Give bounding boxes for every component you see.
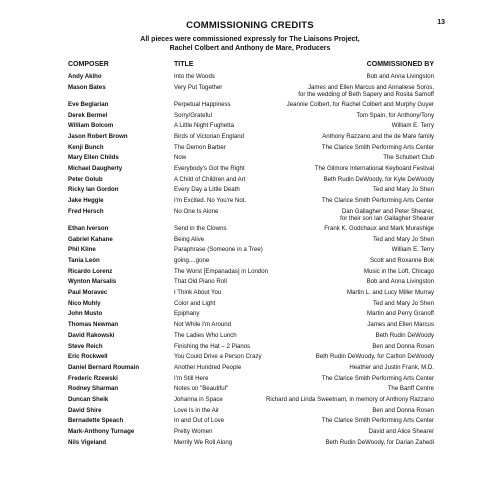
commissioned-by-line: James and Ellen Marcus bbox=[367, 321, 434, 329]
composer-cell: William Bolcom bbox=[68, 122, 114, 130]
commissioned-by-cell bbox=[356, 112, 434, 119]
table-row bbox=[68, 73, 434, 84]
commissioned-by-line: Martin L. and Lucy Miller Murray bbox=[346, 289, 434, 297]
commissioned-by-cell bbox=[349, 364, 434, 371]
title-cell: Another Hundred People bbox=[174, 363, 242, 371]
commissioned-by-cell bbox=[383, 154, 434, 161]
composer-cell: Ricky Ian Gordon bbox=[68, 186, 119, 194]
title-cell: No One Is Alone bbox=[174, 207, 219, 215]
commissioned-by-cell bbox=[347, 289, 434, 296]
commissioned-by-line: Ted and Mary Jo Shen bbox=[373, 186, 434, 194]
credits-table bbox=[68, 61, 434, 449]
table-row bbox=[68, 396, 434, 407]
table-row bbox=[68, 321, 434, 332]
commissioned-by-cell bbox=[372, 407, 434, 414]
table-row bbox=[68, 300, 434, 311]
composer-cell: Steve Reich bbox=[68, 342, 103, 350]
table-row bbox=[68, 165, 434, 176]
composer-cell: Mark-Anthony Turnage bbox=[68, 428, 135, 435]
commissioned-by-cell bbox=[373, 300, 434, 307]
table-row bbox=[68, 417, 434, 428]
composer-cell: Tania León bbox=[68, 257, 100, 264]
title-cell: Now bbox=[174, 154, 187, 162]
commissioned-by-line: Music in the Loft, Chicago bbox=[363, 267, 434, 275]
commissioned-by-line: Dan Gallagher and Peter Shearer, bbox=[341, 207, 434, 215]
composer-cell: Mary Ellen Childs bbox=[68, 154, 119, 162]
composer-cell: Bernadette Speach bbox=[68, 417, 124, 425]
commissioned-by-line: The Schubert Club bbox=[383, 154, 434, 162]
title-cell: Being Alive bbox=[174, 235, 205, 243]
commissioned-by-line: Ted and Mary Jo Shen bbox=[373, 235, 434, 243]
title-cell: I Think About You bbox=[174, 289, 222, 297]
composer-cell: Fred Hersch bbox=[68, 207, 104, 215]
table-row bbox=[68, 439, 434, 450]
commissioned-by-line: The Gilmore International Keyboard Festival bbox=[314, 165, 434, 172]
commissioned-by-cell bbox=[322, 197, 434, 204]
title-cell: Perpetual Happiness bbox=[174, 100, 231, 108]
commissioned-by-cell bbox=[388, 385, 434, 392]
commissioned-by-cell bbox=[266, 396, 434, 403]
composer-cell: Derek Bermel bbox=[68, 111, 108, 119]
commissioned-by-line: Ted and Mary Jo Shen bbox=[373, 299, 434, 307]
title-cell: The Worst [Empanadas] in London bbox=[174, 267, 269, 275]
commissioned-by-line: Ben and Donna Rosen bbox=[372, 406, 434, 414]
table-row bbox=[68, 289, 434, 300]
composer-cell: David Rakowski bbox=[68, 331, 115, 339]
title-cell: Love Is in the Air bbox=[174, 406, 220, 414]
composer-cell: David Shire bbox=[68, 406, 102, 414]
composer-cell: Eve Beglarian bbox=[68, 100, 109, 108]
title-cell: A Little Night Fughetta bbox=[174, 122, 234, 130]
table-row bbox=[68, 112, 434, 123]
table-row bbox=[68, 246, 434, 257]
table-row bbox=[68, 84, 434, 101]
table-row bbox=[68, 176, 434, 187]
composer-cell: Wynton Marsalis bbox=[68, 278, 117, 286]
commissioned-by-cell bbox=[322, 144, 434, 151]
table-row bbox=[68, 133, 434, 144]
table-row bbox=[68, 208, 434, 225]
composer-cell: Nils Vigeland bbox=[68, 438, 107, 446]
commissioned-by-cell bbox=[369, 428, 434, 435]
title-cell: Birds of Victorian England bbox=[174, 132, 245, 140]
header-title: TITLE bbox=[174, 61, 194, 68]
title-cell: That Old Piano Roll bbox=[174, 278, 227, 286]
commissioned-by-line: Bob and Anna Livingston bbox=[366, 278, 434, 286]
commissioned-by-cell bbox=[324, 176, 434, 183]
composer-cell: Ricardo Lorenz bbox=[68, 267, 113, 275]
table-row bbox=[68, 343, 434, 354]
commissioned-by-cell bbox=[325, 439, 434, 446]
composer-cell: Andy Akiho bbox=[68, 73, 102, 80]
title-cell: You Could Drive a Person Crazy bbox=[174, 353, 262, 361]
table-row bbox=[68, 186, 434, 197]
commissioned-by-line: William E. Terry bbox=[391, 122, 434, 130]
title-cell: Every Day a Little Death bbox=[174, 186, 240, 194]
composer-cell: Michael Daugherty bbox=[68, 165, 123, 172]
commissioned-by-cell bbox=[322, 133, 434, 140]
title-cell: Sorry/Grateful bbox=[174, 111, 212, 119]
composer-cell: Jake Heggie bbox=[68, 197, 104, 205]
table-row bbox=[68, 353, 434, 364]
commissioned-by-line: The Banff Centre bbox=[387, 385, 434, 393]
title-cell: Color and Light bbox=[174, 299, 216, 307]
table-row bbox=[68, 364, 434, 375]
page-number: 13 bbox=[437, 19, 445, 26]
commissioned-by-line: for the wedding of Beth Sapery and Rosita Sarnoff bbox=[298, 90, 434, 98]
commissioned-by-cell bbox=[298, 84, 434, 98]
table-row bbox=[68, 407, 434, 418]
table-header bbox=[68, 61, 434, 73]
title-cell: The Ladies Who Lunch bbox=[174, 331, 237, 339]
commissioned-by-cell bbox=[392, 246, 434, 253]
commissioned-by-line: James and Ellen Marcus and Annaliese Soros, bbox=[307, 83, 434, 91]
composer-cell: Eric Rockwell bbox=[68, 353, 108, 361]
header-commissioned-by: COMMISSIONED BY bbox=[366, 61, 434, 68]
table-row bbox=[68, 101, 434, 112]
composer-cell: Peter Golub bbox=[68, 175, 103, 183]
title-cell: I'm Excited. No You're Not. bbox=[174, 197, 247, 205]
table-body bbox=[68, 73, 434, 449]
commissioned-by-line: The Clarice Smith Performing Arts Center bbox=[321, 374, 434, 382]
composer-cell: Kenji Bunch bbox=[68, 143, 104, 151]
table-row bbox=[68, 154, 434, 165]
commissioned-by-line: Beth Rudin DeWoody, for Carlton DeWoody bbox=[315, 353, 434, 361]
commissioned-by-line: William E. Terry bbox=[391, 246, 434, 254]
table-row bbox=[68, 310, 434, 321]
commissioned-by-line: Beth Rudin DeWoody bbox=[375, 331, 434, 339]
commissioned-by-line: Tom Spain, for Anthony/Tony bbox=[356, 111, 434, 119]
commissioned-by-cell bbox=[315, 165, 434, 172]
table-row bbox=[68, 375, 434, 386]
commissioned-by-cell bbox=[376, 332, 435, 339]
commissioned-by-cell bbox=[367, 73, 434, 80]
title-cell: A Child of Children and Art bbox=[174, 175, 246, 183]
page-subtitle bbox=[0, 35, 500, 53]
page-title: COMMISSIONING CREDITS bbox=[186, 20, 314, 31]
table-row bbox=[68, 428, 434, 439]
table-row bbox=[68, 236, 434, 247]
commissioned-by-cell bbox=[322, 375, 434, 382]
commissioned-by-line: Bob and Anna Livingston bbox=[366, 73, 434, 80]
composer-cell: Rodney Sharman bbox=[68, 385, 119, 393]
commissioned-by-line: Ben and Donna Rosen bbox=[372, 342, 434, 350]
commissioned-by-line: Beth Rudin DeWoody, for Kyle DeWoody bbox=[323, 175, 434, 183]
title-cell: going....gone bbox=[174, 257, 210, 264]
commissioned-by-cell bbox=[372, 343, 434, 350]
commissioned-by-line: The Clarice Smith Performing Arts Center bbox=[321, 143, 434, 151]
header-composer: COMPOSER bbox=[68, 61, 109, 68]
table-row bbox=[68, 122, 434, 133]
commissioned-by-line: Heather and Justin Frank, M.D. bbox=[349, 363, 434, 371]
table-row bbox=[68, 144, 434, 155]
composer-cell: Ethan Iverson bbox=[68, 224, 109, 232]
title-cell: In and Out of Love bbox=[174, 417, 225, 425]
title-cell: Paraphrase (Someone in a Tree) bbox=[174, 246, 263, 254]
commissioned-by-cell bbox=[340, 208, 434, 222]
commissioned-by-cell bbox=[316, 353, 434, 360]
commissioned-by-line: David and Alice Shearer bbox=[368, 428, 434, 435]
title-cell: Johanna in Space bbox=[174, 395, 223, 403]
title-cell: I'm Still Here bbox=[174, 374, 209, 382]
composer-cell: Duncan Sheik bbox=[68, 395, 109, 403]
commissioned-by-line: Scott and Roxanne Bok bbox=[369, 257, 434, 264]
commissioned-by-cell bbox=[324, 225, 434, 232]
composer-cell: Phil Kline bbox=[68, 246, 96, 254]
commissioned-by-cell bbox=[392, 122, 434, 129]
commissioned-by-line: for their son Ian Gallagher Shearer bbox=[340, 214, 434, 222]
commissioned-by-line: Richard and Linda Sweetnam, in memory of Anthony Razzano bbox=[265, 395, 434, 403]
commissioned-by-cell bbox=[287, 101, 434, 108]
composer-cell: Paul Moravec bbox=[68, 289, 108, 297]
commissioned-by-line: Martin and Perry Granoff bbox=[367, 310, 434, 318]
table-row bbox=[68, 332, 434, 343]
table-row bbox=[68, 225, 434, 236]
commissioned-by-line: Beth Rudin DeWoody, for Darian Zahedi bbox=[325, 438, 434, 446]
commissioned-by-line: Anthony Razzano and the de Mare family bbox=[322, 132, 434, 140]
title-cell: Epiphany bbox=[174, 310, 200, 318]
title-cell: Not While I'm Around bbox=[174, 321, 232, 329]
table-row bbox=[68, 257, 434, 268]
commissioned-by-cell bbox=[367, 310, 434, 317]
title-cell: Send in the Clowns bbox=[174, 224, 227, 232]
commissioned-by-cell bbox=[370, 257, 434, 264]
table-row bbox=[68, 385, 434, 396]
commissioned-by-line: Jeannie Colbert, for Rachel Colbert and Murphy Guyer bbox=[286, 100, 434, 108]
title-cell: Pretty Women bbox=[174, 428, 213, 435]
composer-cell: Mason Bates bbox=[68, 83, 106, 91]
composer-cell: John Musto bbox=[68, 310, 103, 318]
composer-cell: Thomas Newman bbox=[68, 321, 119, 329]
table-row bbox=[68, 278, 434, 289]
title-cell: Everybody's Got the Right bbox=[174, 165, 245, 172]
title-cell: Notes on "Beautiful" bbox=[174, 385, 229, 393]
commissioned-by-cell bbox=[367, 321, 434, 328]
commissioned-by-line: The Clarice Smith Performing Arts Center bbox=[321, 417, 434, 425]
composer-cell: Jason Robert Brown bbox=[68, 132, 128, 140]
commissioned-by-cell bbox=[364, 268, 434, 275]
commissioned-by-cell bbox=[367, 278, 434, 285]
table-row bbox=[68, 268, 434, 279]
subtitle-line-2: Rachel Colbert and Anthony de Mare, Producers bbox=[169, 45, 331, 52]
commissioned-by-cell bbox=[373, 186, 434, 193]
subtitle-line-1: All pieces were commissioned expressly for The Liaisons Project, bbox=[140, 36, 360, 43]
composer-cell: Gabriel Kahane bbox=[68, 235, 113, 243]
composer-cell: Nico Muhly bbox=[68, 299, 101, 307]
commissioned-by-line: Frank K. Godchaux and Mark Murashige bbox=[324, 224, 434, 232]
title-cell: Very Put Together bbox=[174, 83, 223, 91]
title-cell: Finishing the Hat – 2 Pianos bbox=[174, 342, 251, 350]
table-row bbox=[68, 197, 434, 208]
title-cell: The Demon Barber bbox=[174, 143, 226, 151]
title-cell: Merrily We Roll Along bbox=[174, 438, 233, 446]
title-cell: Into the Woods bbox=[174, 73, 215, 80]
composer-cell: Daniel Bernard Roumain bbox=[68, 363, 140, 371]
composer-cell: Frederic Rzewski bbox=[68, 374, 118, 382]
commissioned-by-line: The Clarice Smith Performing Arts Center bbox=[321, 197, 434, 205]
commissioned-by-cell bbox=[322, 417, 434, 424]
commissioned-by-cell bbox=[373, 236, 434, 243]
